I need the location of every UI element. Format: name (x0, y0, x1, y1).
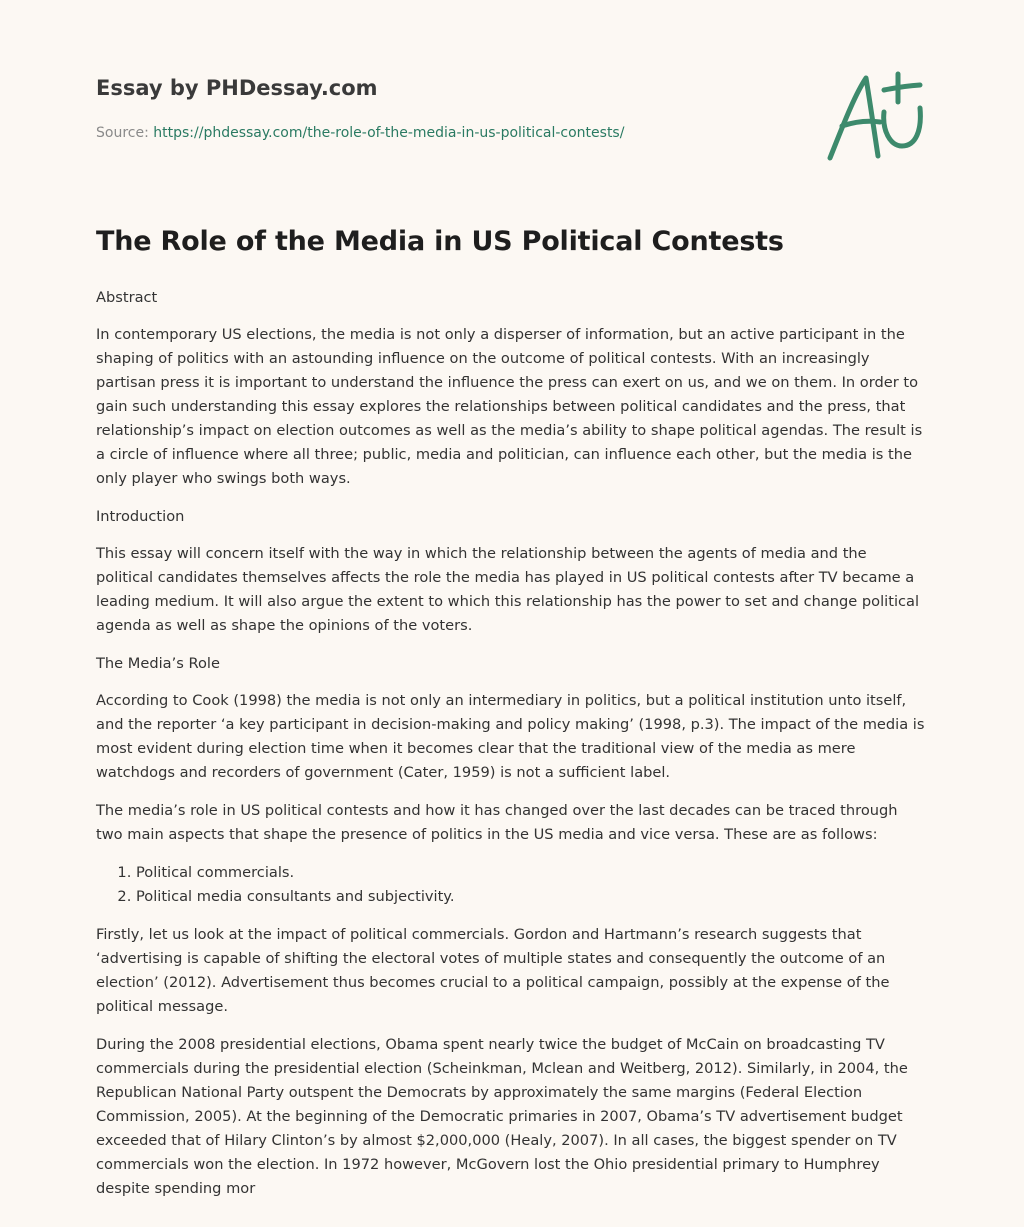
abstract-paragraph: In contemporary US elections, the media is not only a disperser of information, but an active participant in the shaping of politics with an astounding influence on the outcome of political contests. With an increasingly partisan press it is important to understand the influence the press can exert on us, and we on them. In order to gain such understanding this essay explores the relationships between political candidates and the press, that relationship’s impact on election outcomes as well as the media’s ability to shape political agendas. The result is a circle of influence where all three; public, media and politician, can influence each other, but the media is the only player who swings both ways. (96, 326, 923, 487)
introduction-heading: Introduction (96, 508, 185, 525)
commercials-paragraph: Firstly, let us look at the impact of political commercials. Gordon and Hartmann’s research suggests that ‘advertising is capable of shifting the electoral votes of multiple states and consequently the outcome of an election’ (2012). Advertisement thus becomes crucial to a political campaign, possibly at the expense of the political message. (96, 926, 890, 1015)
media-role-paragraph-1: According to Cook (1998) the media is not only an intermediary in politics, but a political institution unto itself, and the reporter ‘a key participant in decision-making and policy making’ (1998, p.3). The impact of the media is most evident during election time when it becomes clear that the traditional view of the media as mere watchdogs and recorders of government (Cater, 1959) is not a sufficient label. (96, 692, 925, 781)
media-role-heading: The Media’s Role (96, 655, 220, 672)
source-line (96, 125, 624, 141)
essay-title: The Role of the Media in US Political Contests (96, 226, 784, 257)
source-label: Source: (96, 125, 154, 141)
essay-body (96, 286, 926, 1215)
brand-title: Essay by PHDessay.com (96, 76, 378, 100)
introduction-paragraph: This essay will concern itself with the way in which the relationship between the agents of media and the political candidates themselves affects the role the media has played in US political contests after TV became a leading medium. It will also argue the extent to which this relationship has the power to set and change political agenda as well as shape the opinions of the voters. (96, 545, 920, 634)
list-item: 2. Political media consultants and subjectivity. (136, 885, 926, 909)
aspects-list (96, 861, 926, 909)
a-plus-logo-icon (820, 68, 930, 168)
abstract-heading: Abstract (96, 289, 158, 306)
list-item: 1. Political commercials. (136, 861, 926, 885)
elections-2008-paragraph: During the 2008 presidential elections, Obama spent nearly twice the budget of McCain on broadcasting TV commercials during the presidential election (Scheinkman, Mclean and Weitberg, 2012). Similarly, in 2004, the Republican National Party outspent the Democrats by approximately the same margins (Federal Election Commission, 2005). At the beginning of the Democratic primaries in 2007, Obama’s TV advertisement budget exceeded that of Hilary Clinton’s by almost $2,000,000 (Healy, 2007). In all cases, the biggest spender on TV commercials won the election. In 1972 however, McGovern lost the Ohio presidential primary to Humphrey despite spending mor (96, 1036, 908, 1197)
media-role-paragraph-2: The media’s role in US political contests and how it has changed over the last decades can be traced through two main aspects that shape the presence of politics in the US media and vice versa. These are as follows: (96, 802, 898, 843)
source-link[interactable]: https://phdessay.com/the-role-of-the-media-in-us-political-contests/ (153, 125, 625, 141)
